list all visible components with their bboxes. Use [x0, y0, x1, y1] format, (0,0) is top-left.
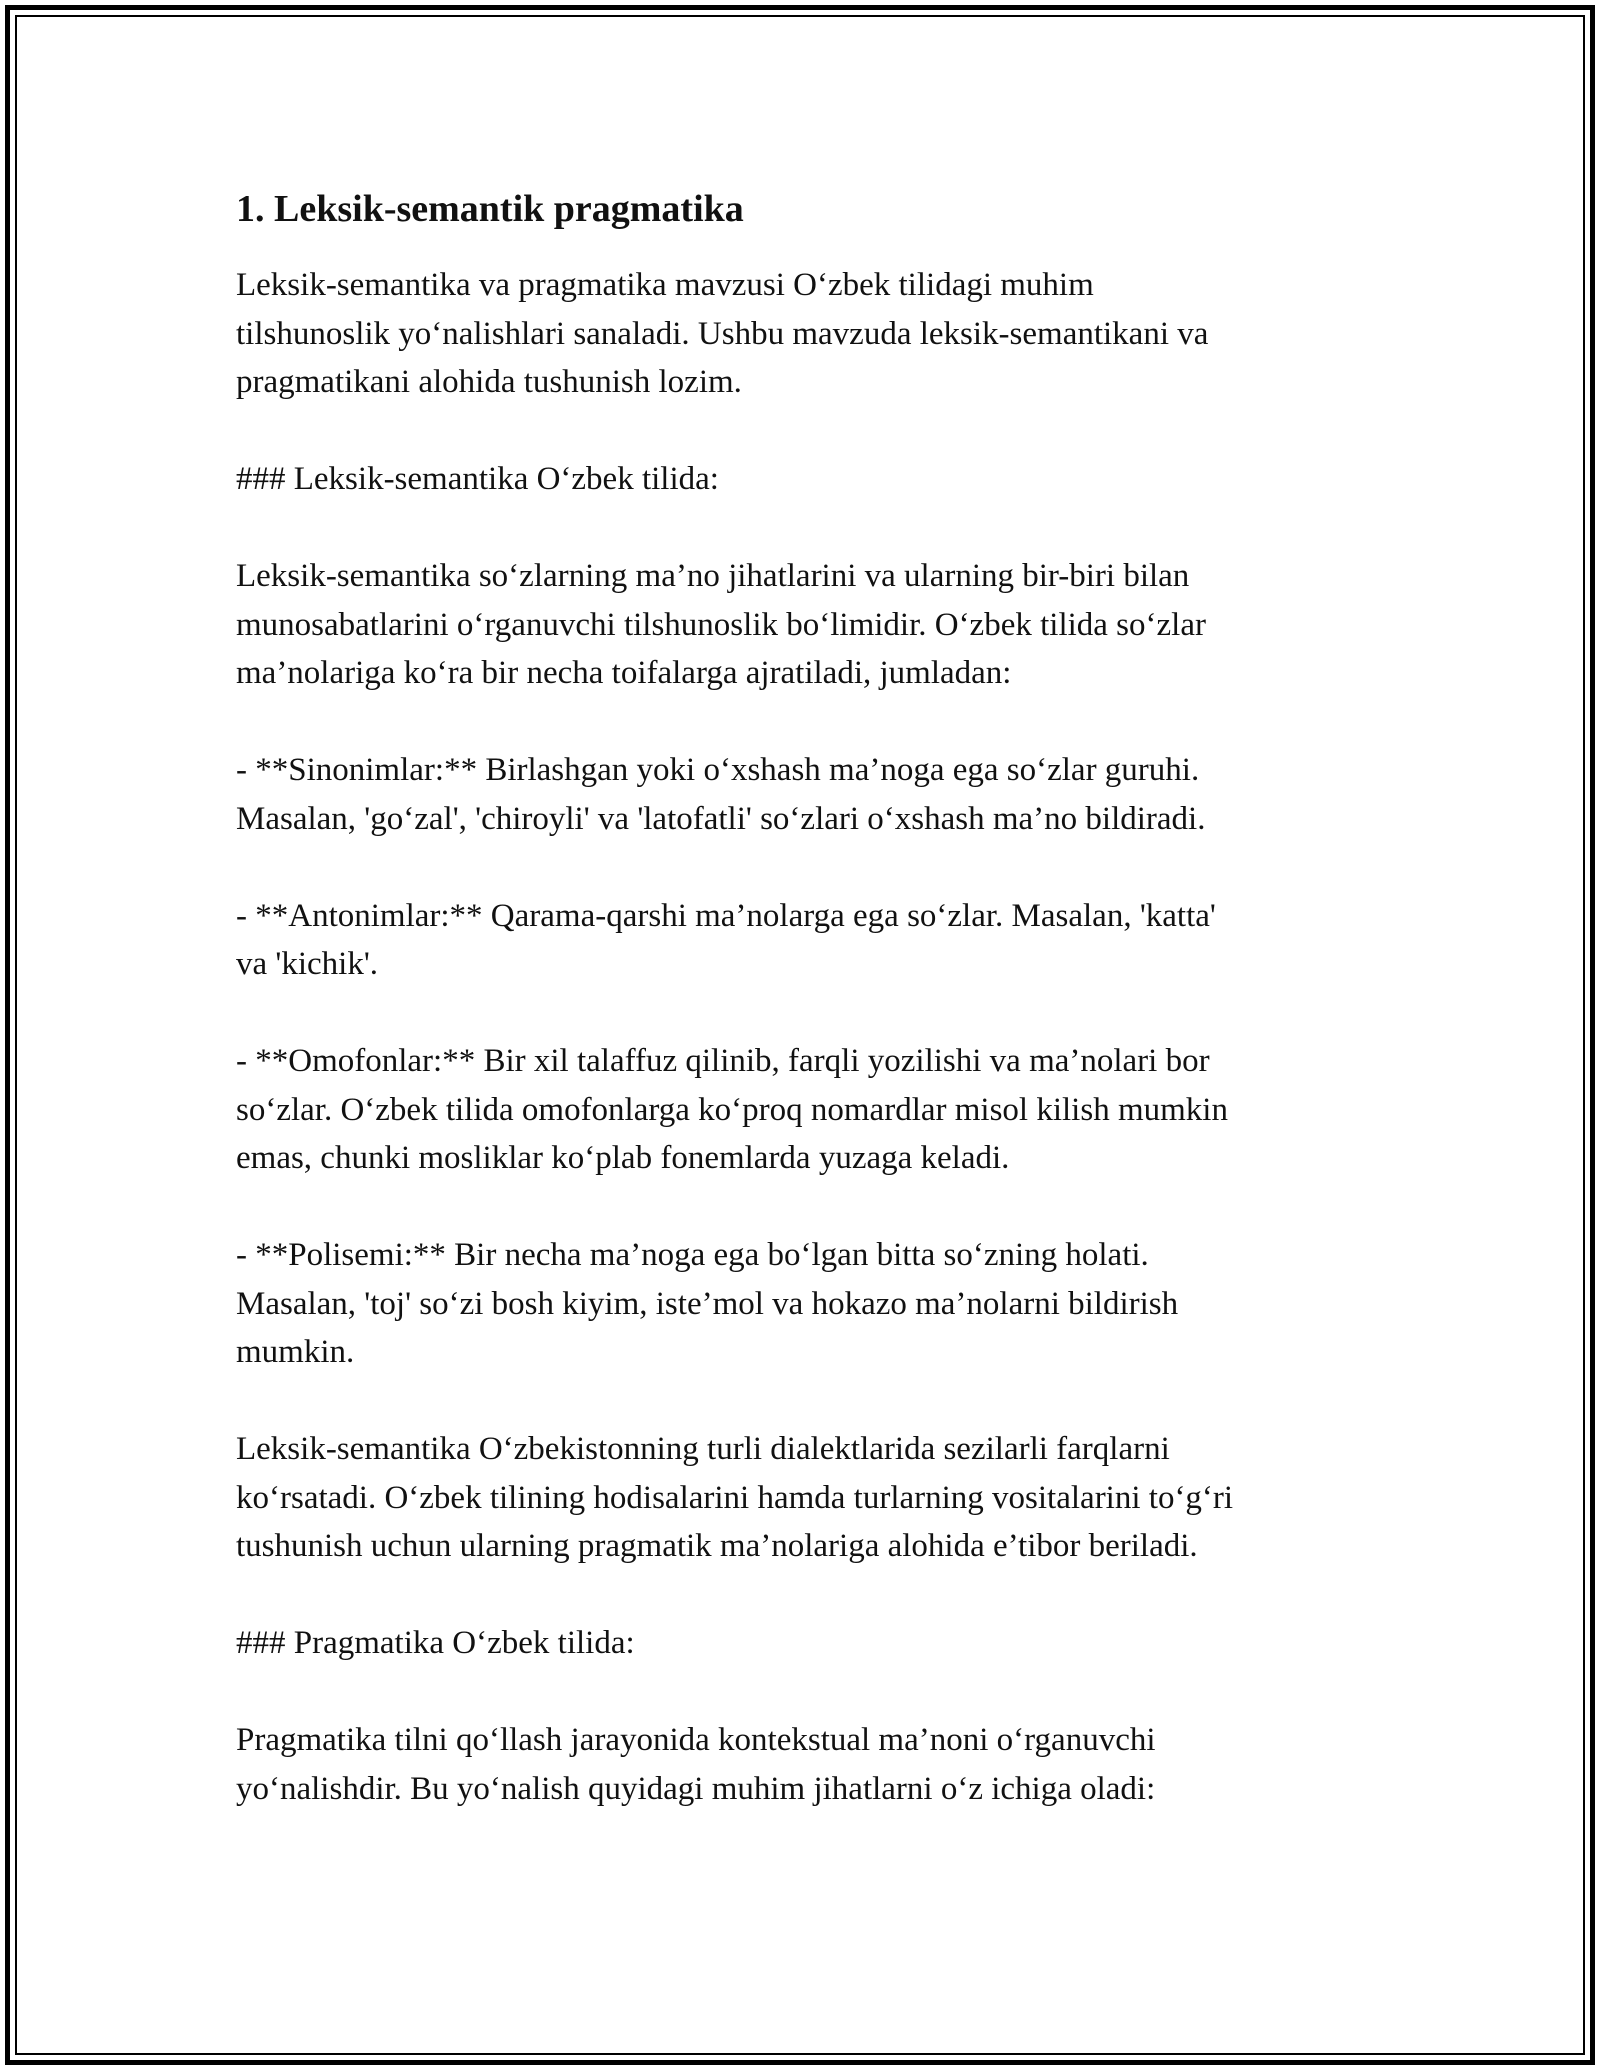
list-item-polisemi — [236, 1231, 1366, 1377]
text-line: munosabatlarini o‘rganuvchi tilshunoslik bo‘limidir. O‘zbek tilida so‘zlar — [236, 606, 1206, 643]
list-item-antonimlar — [236, 892, 1366, 989]
paragraph-dialektlar — [236, 1425, 1366, 1571]
text-line: Leksik-semantika va pragmatika mavzusi O‘zbek tilidagi muhim — [236, 267, 1094, 303]
paragraph-intro — [236, 261, 1366, 407]
list-item-sinonimlar — [236, 746, 1366, 843]
paragraph-pragmatika-definition — [236, 1716, 1366, 1813]
text-line: - **Sinonimlar:** Birlashgan yoki o‘xshash ma’noga ega so‘zlar guruhi. — [236, 752, 1200, 788]
text-line: so‘zlar. O‘zbek tilida omofonlarga ko‘proq nomardlar misol kilish mumkin — [236, 1091, 1228, 1128]
heading-leksik-semantika — [236, 455, 1366, 504]
document-title: 1. Leksik-semantik pragmatika — [236, 188, 744, 230]
text-line: Pragmatika tilni qo‘llash jarayonida kontekstual ma’noni o‘rganuvchi — [236, 1722, 1156, 1758]
text-line: ma’nolariga ko‘ra bir necha toifalarga ajratiladi, jumladan: — [236, 655, 1012, 691]
text-line: emas, chunki mosliklar ko‘plab fonemlarda yuzaga keladi. — [236, 1140, 1010, 1176]
list-item-omofonlar — [236, 1037, 1366, 1183]
document-body — [236, 185, 1366, 1862]
text-line: ### Pragmatika O‘zbek tilida: — [236, 1625, 635, 1661]
text-line: ### Leksik-semantika O‘zbek tilida: — [236, 461, 719, 497]
text-line: Masalan, 'go‘zal', 'chiroyli' va 'latofatli' so‘zlari o‘xshash ma’no bildiradi. — [236, 800, 1206, 837]
text-line: Leksik-semantika O‘zbekistonning turli dialektlarida sezilarli farqlarni — [236, 1431, 1170, 1467]
text-line: yo‘nalishdir. Bu yo‘nalish quyidagi muhim jihatlarni o‘z ichiga oladi: — [236, 1770, 1156, 1807]
text-line: Masalan, 'toj' so‘zi bosh kiyim, iste’mol va hokazo ma’nolarni bildirish — [236, 1285, 1179, 1322]
text-line: tilshunoslik yo‘nalishlari sanaladi. Ushbu mavzuda leksik-semantikani va — [236, 315, 1209, 352]
paragraph-leksik-semantika-definition — [236, 552, 1366, 698]
text-line: tushunish uchun ularning pragmatik ma’nolariga alohida e’tibor beriladi. — [236, 1528, 1198, 1564]
heading-pragmatika — [236, 1619, 1366, 1668]
text-line: mumkin. — [236, 1334, 355, 1370]
text-line: pragmatikani alohida tushunish lozim. — [236, 364, 742, 400]
text-line: - **Polisemi:** Bir necha ma’noga ega bo‘lgan bitta so‘zning holati. — [236, 1237, 1149, 1273]
text-line: - **Antonimlar:** Qarama-qarshi ma’nolarga ega so‘zlar. Masalan, 'katta' — [236, 897, 1216, 934]
text-line: - **Omofonlar:** Bir xil talaffuz qilinib, farqli yozilishi va ma’nolari bor — [236, 1043, 1210, 1079]
text-line: va 'kichik'. — [236, 946, 379, 982]
text-line: Leksik-semantika so‘zlarning ma’no jihatlarini va ularning bir-biri bilan — [236, 558, 1190, 594]
text-line: ko‘rsatadi. O‘zbek tilining hodisalarini hamda turlarning vositalarini to‘g‘ri — [236, 1479, 1234, 1516]
